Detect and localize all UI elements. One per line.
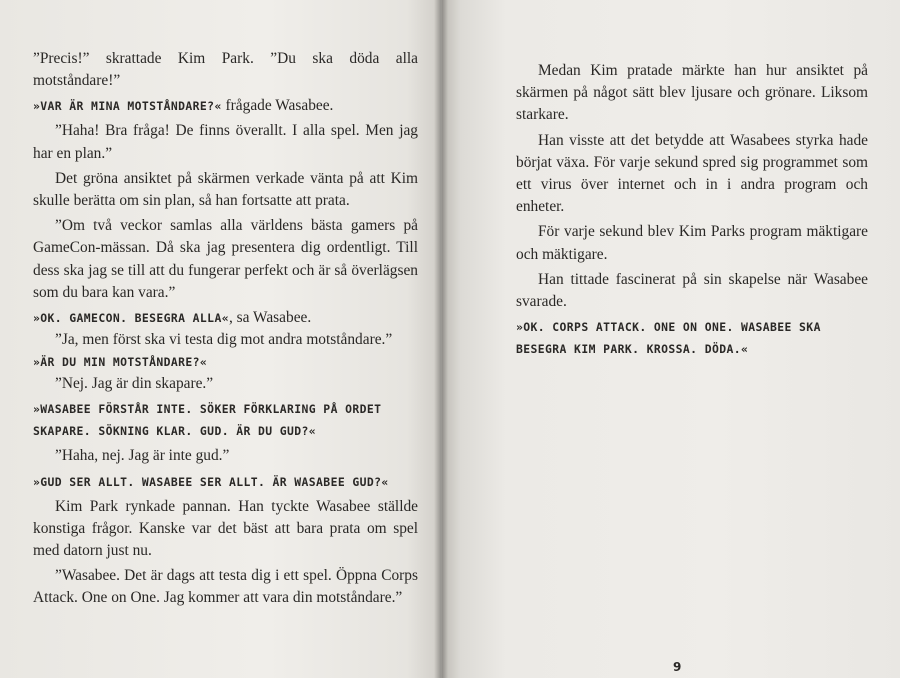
- paragraph: ”Haha, nej. Jag är inte gud.”: [55, 447, 230, 465]
- paragraph: ”Om två veckor samlas alla världens bästa gamers på GameCon-mässan. Då ska jag presentera dig ordentligt. Till dess ska jag se till att du fungerar perfekt och är så överlägsen som du bara kan vara.”: [33, 217, 418, 301]
- paragraph: ”Nej. Jag är din skapare.”: [55, 375, 214, 393]
- robot-line: »WASABEE FÖRSTÅR INTE. SÖKER FÖRKLARING PÅ ORDET SKAPARE. SÖKNING KLAR. GUD. ÄR DU GUD?«: [33, 402, 382, 439]
- robot-line: »ÄR DU MIN MOTSTÅNDARE?«: [33, 355, 208, 370]
- robot-line: »GUD SER ALLT. WASABEE SER ALLT. ÄR WASABEE GUD?«: [33, 474, 389, 489]
- paragraph: ”Wasabee. Det är dags att testa dig i ett spel. Öppna Corps Attack. One on One. Jag kommer att vara din motståndare.”: [33, 567, 418, 607]
- right-page: [442, 0, 900, 678]
- paragraph: Det gröna ansiktet på skärmen verkade vänta på att Kim skulle berätta om sin plan, så han fortsatte att prata.: [33, 169, 418, 210]
- robot-line: »OK. CORPS ATTACK. ONE ON ONE. WASABEE SKA BESEGRA KIM PARK. KROSSA. DÖDA.«: [516, 320, 821, 357]
- paragraph: Han visste att det betydde att Wasabees styrka hade börjat växa. För varje sekund spred sig programmet som ett virus över internet och in i andra program och enheter.: [516, 131, 868, 216]
- paragraph: Han tittade fascinerat på sin skapelse när Wasabee svarade.: [516, 270, 868, 311]
- paragraph: Medan Kim pratade märkte han hur ansiktet på skärmen på något sätt blev ljusare och grönare. Liksom starkare.: [516, 62, 868, 124]
- paragraph: ”Haha! Bra fråga! De finns överallt. I alla spel. Men jag har en plan.”: [33, 122, 418, 162]
- page-number: 9: [673, 660, 682, 674]
- paragraph: ”Precis!” skrattade Kim Park. ”Du ska döda alla motståndare!”: [33, 50, 418, 90]
- left-page: [0, 0, 442, 678]
- robot-line: »OK. GAMECON. BESEGRA ALLA«, sa Wasabee.: [33, 309, 312, 327]
- paragraph: För varje sekund blev Kim Parks program mäktigare och mäktigare.: [516, 223, 868, 263]
- paragraph: ”Ja, men först ska vi testa dig mot andra motståndare.”: [55, 331, 393, 349]
- robot-line: »VAR ÄR MINA MOTSTÅNDARE?« frågade Wasabee.: [33, 97, 334, 115]
- paragraph: Kim Park rynkade pannan. Han tyckte Wasabee ställde konstiga frågor. Kanske var det bäst att bara prata om spel med datorn just nu.: [33, 497, 418, 560]
